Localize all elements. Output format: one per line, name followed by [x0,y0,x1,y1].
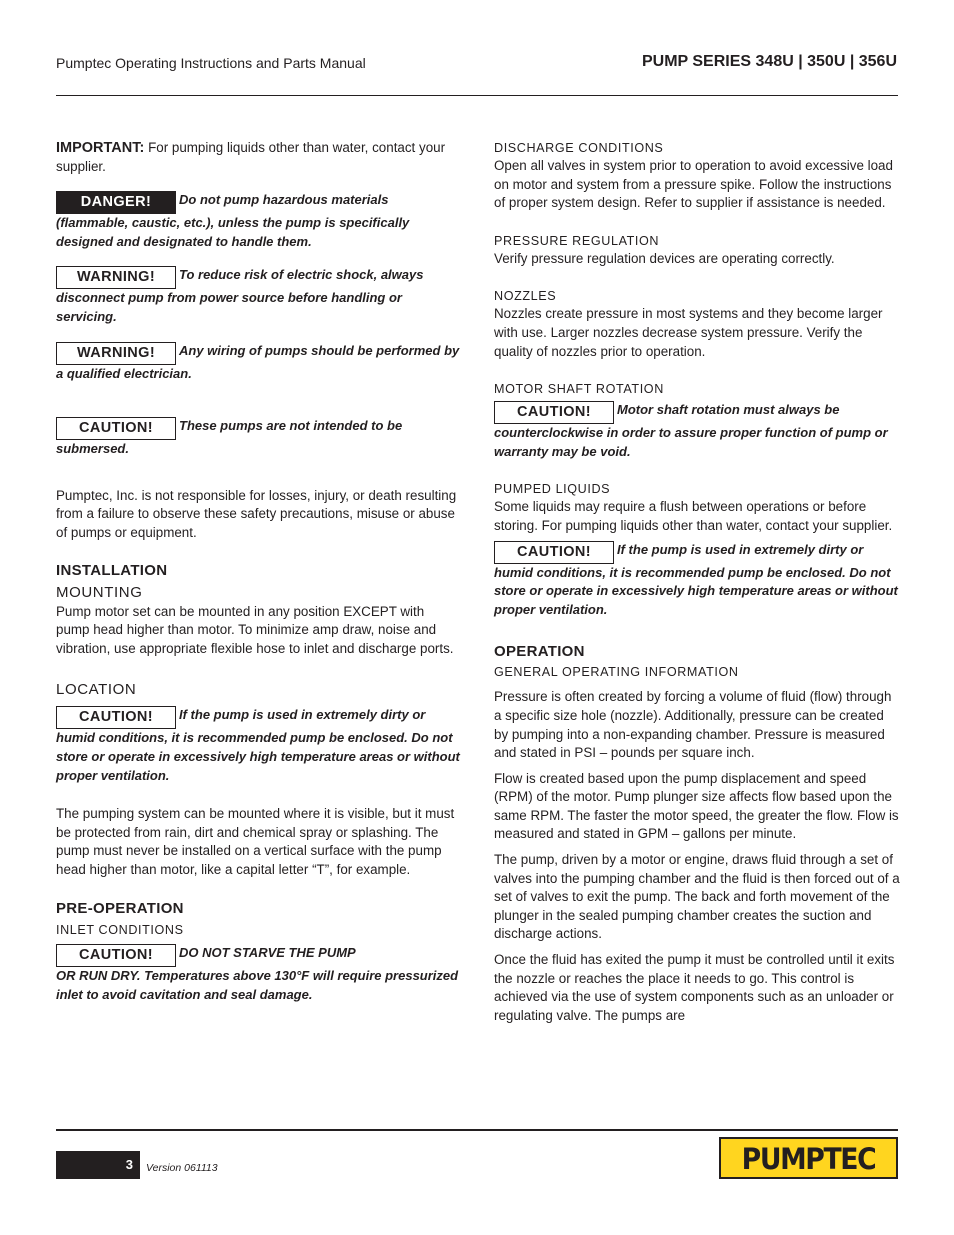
caution-text: These pumps are not intended to be submersed. [56,418,403,457]
general-heading: GENERAL OPERATING INFORMATION [494,665,739,680]
caution-notice [56,417,461,459]
caution-text-continued: OR RUN DRY. Temperatures above 130°F will require pressurized inlet to avoid cavitation and seal damage. [56,968,459,1003]
page-number: 3 [125,1157,133,1172]
discharge-heading: DISCHARGE CONDITIONS [494,141,664,155]
mounting-heading: MOUNTING [56,583,143,601]
pressure-heading: PRESSURE REGULATION [494,233,660,248]
caution-notice [494,541,900,620]
operation-paragraph: Flow is created based upon the pump displacement and speed (RPM) of the motor. Pump plunger size affects flow based upon the same RPM. The faster the motor speed, the greater the flow. Flow is measured and stated in GPM – gallons per minute. [494,770,899,842]
nozzles-heading: NOZZLES [494,289,557,304]
caution-badge: CAUTION! [56,417,176,440]
operation-paragraph: Pressure is often created by forcing a volume of fluid (flow) through a specific size hole (nozzle). Additionally, pressure can be created by pumping into a non-expanding chamber. Pressure is measured and stated in PSI – pounds per square inch. [494,689,892,761]
operation-heading: OPERATION [494,643,585,661]
danger-badge: DANGER! [56,191,176,214]
warning-notice [56,342,461,384]
footer-rule [56,1129,898,1131]
pressure-text: Verify pressure regulation devices are operating correctly. [494,250,835,266]
location-text: The pumping system can be mounted where it is visible, but it must be protected from rain, dirt and chemical spray or splashing. The pump must never be installed on a vertical surface with the pump head higher than motor, like a capital letter “T”, for example. [56,806,455,877]
right-column [494,139,900,1025]
warning-text: To reduce risk of electric shock, always disconnect pump from power source before handling or servicing. [56,267,424,324]
caution-badge: CAUTION! [56,706,176,729]
pumptec-logo [719,1137,898,1179]
preoperation-heading: PRE-OPERATION [56,900,184,918]
caution-notice [494,401,900,461]
danger-notice [56,191,461,251]
shaft-heading: MOTOR SHAFT ROTATION [494,382,664,397]
important-label: IMPORTANT: [56,140,145,156]
danger-text: Do not pump hazardous materials (flammable, caustic, etc.), unless the pump is specifically designed and designated to handle them. [56,192,410,249]
caution-notice [56,706,461,785]
nozzles-text: Nozzles create pressure in most systems and they become larger with use. Larger nozzles decrease system pressure. Verify the quality of nozzles prior to operation. [494,306,883,359]
important-text: For pumping liquids other than water, contact your supplier. [56,140,446,174]
operation-paragraph: Once the fluid has exited the pump it must be controlled until it exits the nozzle or reaches the place it needs to go. This control is achieved via the use of system components such as an unloader or regulating valve. The pumps are [494,952,895,1023]
manual-title: Pumptec Operating Instructions and Parts Manual [56,55,366,71]
caution-badge: CAUTION! [494,401,614,424]
caution-badge: CAUTION! [56,944,176,967]
installation-heading: INSTALLATION [56,561,168,579]
page-number-box [56,1151,140,1179]
header-rule [56,95,898,96]
important-note [56,139,461,176]
caution-text: Motor shaft rotation must always be counterclockwise in order to assure proper function of pump or warranty may be void. [494,402,888,459]
location-heading: LOCATION [56,681,137,699]
discharge-text: Open all valves in system prior to operation to avoid excessive load on motor and system from a pressure spike. Follow the instructions of proper system design. Refer to supplier if assistance is needed. [494,158,893,211]
logo-text: PUMPTEC [741,1142,876,1176]
inlet-heading: INLET CONDITIONS [56,923,184,938]
caution-text: If the pump is used in extremely dirty or humid conditions, it is recommended pump be enclosed. Do not store or operate in excessively high temperature areas or without proper ventilation. [56,707,460,783]
caution-badge: CAUTION! [494,541,614,564]
warning-badge: WARNING! [56,342,176,365]
mounting-text: Pump motor set can be mounted in any position EXCEPT with pump head higher than motor. To minimize amp draw, noise and vibration, use appropriate flexible hose to inlet and discharge ports. [56,603,454,656]
caution-notice [56,944,461,1004]
pumped-text: Some liquids may require a flush between operations or before storing. For pumping liquids other than water, contact your supplier. [494,499,893,533]
warning-text: Any wiring of pumps should be performed by a qualified electrician. [56,342,460,381]
warning-notice [56,266,461,326]
disclaimer: Pumptec, Inc. is not responsible for losses, injury, or death resulting from a failure to observe these safety precautions, misuse or abuse of pumps or equipment. [56,487,457,540]
series-title: PUMP SERIES 348U | 350U | 356U [642,53,897,70]
caution-text: If the pump is used in extremely dirty or humid conditions, it is recommended pump be enclosed. Do not store or operate in excessively high temperature areas or without proper ventilation. [494,541,898,617]
caution-text: DO NOT STARVE THE PUMP [179,945,356,961]
left-column [56,139,461,1005]
pumped-heading: PUMPED LIQUIDS [494,482,611,497]
version-label: Version 061113 [146,1162,218,1174]
operation-paragraph: The pump, driven by a motor or engine, draws fluid through a set of valves into the pumping chamber and the fluid is then forced out of a set of valves to exit the pump. The back and forth movement of the plunger in the sealed pumping chamber creates the suction and discharge actions. [494,852,900,942]
warning-badge: WARNING! [56,266,176,289]
